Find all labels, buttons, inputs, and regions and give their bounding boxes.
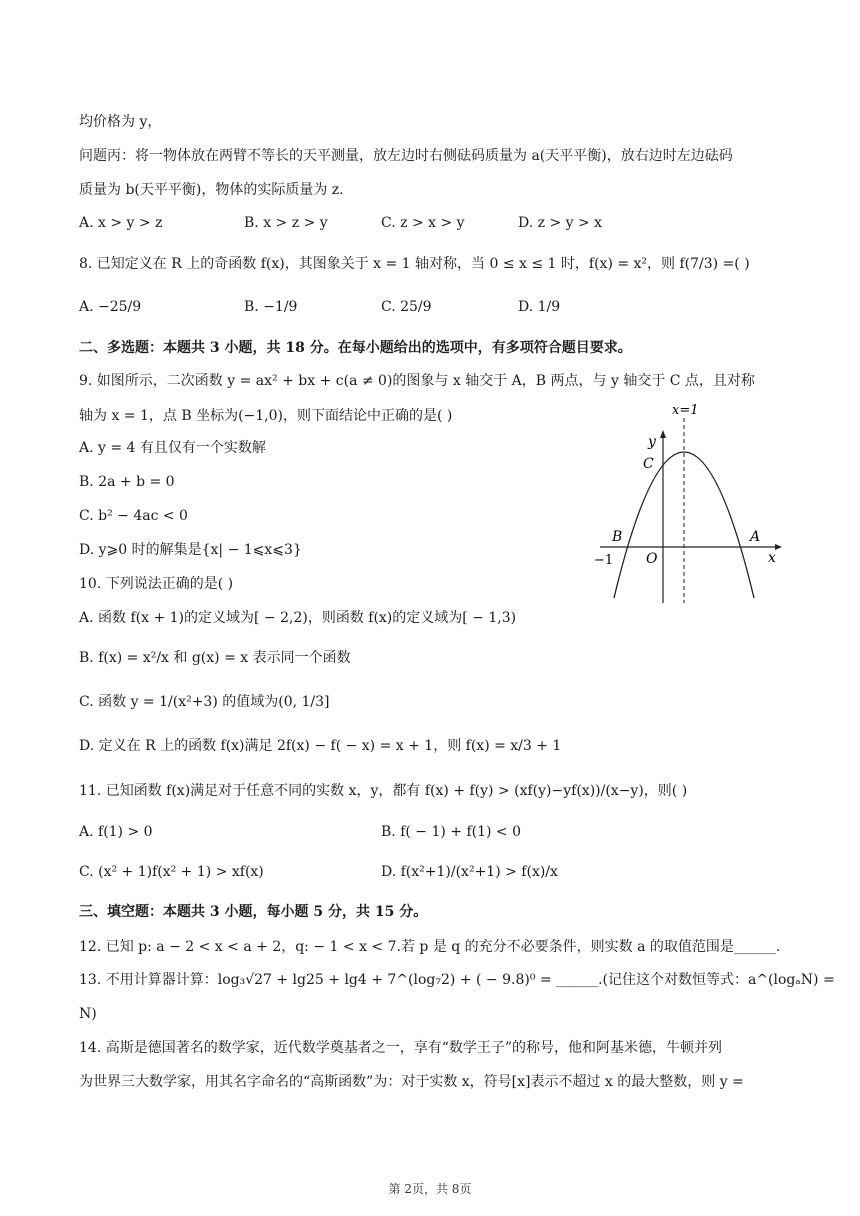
symmetry-label: x=1	[672, 403, 699, 418]
q11-stem: 11. 已知函数 f(x)满足对于任意不同的实数 x，y，都有 f(x) + f(y) > (xf(y)−yf(x))/(x−y)，则( )	[79, 783, 688, 799]
x-axis-arrow	[775, 544, 782, 550]
section-fill-blank-heading: 三、填空题：本题共 3 小题，每小题 5 分，共 15 分。	[79, 904, 428, 920]
q8-option-a: A. −25/9	[79, 299, 142, 315]
q14-line-b: 为世界三大数学家，用其名字命名的“高斯函数”为：对于实数 x，符号[x]表示不超过 x 的最大整数，则 y =	[79, 1074, 744, 1090]
q8-option-c: C. 25/9	[381, 299, 432, 315]
parabola-figure	[590, 398, 790, 608]
q7-line-b: 问题丙：将一物体放在两臂不等长的天平测量，放左边时右侧砝码质量为 a(天平平衡)，放右边时左边砝码	[79, 148, 733, 164]
q11-option-c: C. (x² + 1)f(x² + 1) > xf(x)	[79, 864, 264, 880]
origin-label: O	[646, 551, 658, 567]
q10-option-c: C. 函数 y = 1/(x²+3) 的值域为(0, 1/3]	[79, 694, 330, 710]
q10-stem: 10. 下列说法正确的是( )	[79, 576, 234, 592]
q10-option-a: A. 函数 f(x + 1)的定义域为[ − 2,2)，则函数 f(x)的定义域为[ − 1,3)	[79, 610, 517, 626]
section-multi-choice-heading: 二、多选题：本题共 3 小题，共 18 分。在每小题给出的选项中，有多项符合题目要求。	[79, 340, 632, 356]
y-axis-arrow	[660, 430, 666, 438]
q7-line-c: 质量为 b(天平平衡)，物体的实际质量为 z.	[79, 182, 344, 198]
q7-option-c: C. z > x > y	[381, 215, 465, 231]
q7-option-d: D. z > y > x	[518, 215, 603, 231]
q9-option-c: C. b² − 4ac < 0	[79, 508, 188, 524]
y-axis-label: y	[648, 434, 656, 450]
point-a-label: A	[750, 529, 761, 545]
x-axis-label: x	[768, 550, 776, 566]
q14-line-a: 14. 高斯是德国著名的数学家，近代数学奠基者之一，享有“数学王子”的称号，他和阿基米德，牛顿并列	[79, 1040, 723, 1056]
q7-option-a: A. x > y > z	[79, 215, 163, 231]
q13-line-a: 13. 不用计算器计算：log₃√27 + lg25 + lg4 + 7^(log₇2) + ( − 9.8)⁰ = ______.(记住这个对数恒等式：a^(logₐN) =	[79, 972, 835, 988]
q9-stem-b: 轴为 x = 1，点 B 坐标为(−1,0)，则下面结论中正确的是( )	[79, 408, 453, 424]
q11-option-b: B. f( − 1) + f(1) < 0	[381, 824, 522, 840]
q8-option-d: D. 1/9	[518, 299, 561, 315]
neg-one-label: −1	[594, 553, 614, 568]
q10-option-b: B. f(x) = x²/x 和 g(x) = x 表示同一个函数	[79, 650, 351, 666]
q9-option-d: D. y⩾0 时的解集是{x| − 1⩽x⩽3}	[79, 542, 302, 558]
q7-option-b: B. x > z > y	[244, 215, 328, 231]
point-c-label: C	[643, 456, 654, 472]
q8-stem: 8. 已知定义在 R 上的奇函数 f(x)，其图象关于 x = 1 轴对称，当 0 ≤ x ≤ 1 时，f(x) = x²，则 f(7/3) =( )	[79, 256, 750, 272]
point-b-label: B	[612, 529, 623, 545]
q13-line-b: N)	[79, 1006, 97, 1022]
q8-option-b: B. −1/9	[244, 299, 298, 315]
q12-stem: 12. 已知 p: a − 2 < x < a + 2，q: − 1 < x < 7.若 p 是 q 的充分不必要条件，则实数 a 的取值范围是______.	[79, 939, 781, 955]
page-footer: 第 2页，共 8页	[388, 1182, 472, 1196]
q11-option-a: A. f(1) > 0	[79, 824, 153, 840]
q9-stem-a: 9. 如图所示，二次函数 y = ax² + bx + c(a ≠ 0)的图象与 x 轴交于 A，B 两点，与 y 轴交于 C 点，且对称	[79, 373, 755, 389]
q9-option-a: A. y = 4 有且仅有一个实数解	[79, 440, 266, 456]
q10-option-d: D. 定义在 R 上的函数 f(x)满足 2f(x) − f( − x) = x + 1，则 f(x) = x/3 + 1	[79, 738, 562, 754]
q7-line-a: 均价格为 y，	[79, 114, 162, 130]
q11-option-d: D. f(x²+1)/(x²+1) > f(x)/x	[381, 864, 558, 880]
q9-option-b: B. 2a + b = 0	[79, 474, 175, 490]
